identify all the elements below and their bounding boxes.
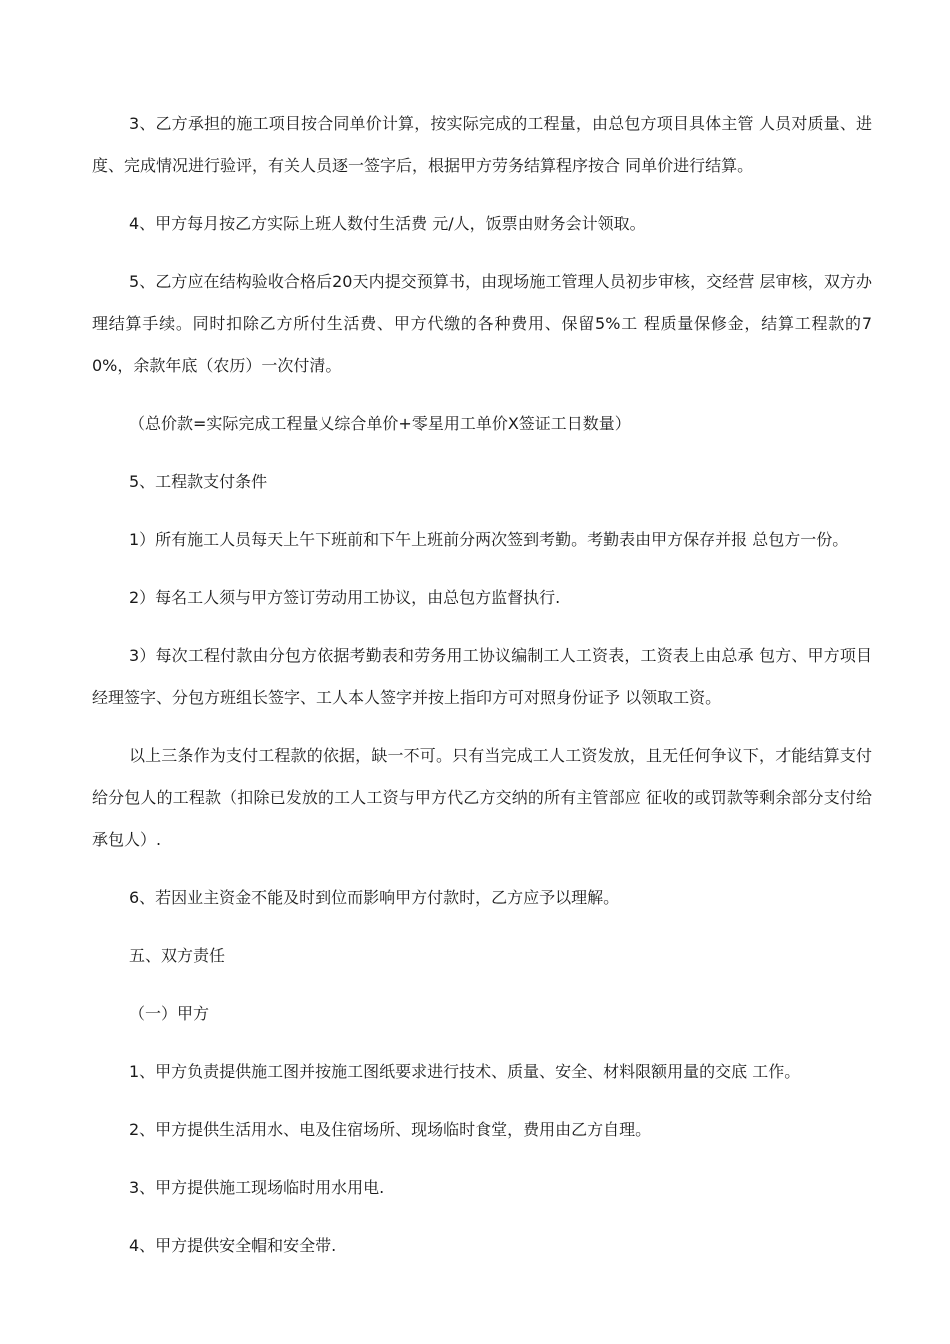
condition-2-labor-agreement: 2）每名工人须与甲方签订劳动用工协议，由总包方监督执行. — [129, 588, 561, 607]
payment-basis-note: 以上三条作为支付工程款的依据，缺一不可。只有当完成工人工资发放，且无任何争议下，才能结算支付给分包人的工程款（扣除已发放的工人工资与甲方代乙方交纳的所有主管部应 征收的或罚款等剩余部分支付给承包人）. — [92, 746, 872, 849]
party-a-duty-4: 4、甲方提供安全帽和安全带. — [129, 1236, 337, 1255]
section-payment-conditions: 5、工程款支付条件 — [129, 472, 268, 491]
clause-5-budget-submission: 5、乙方应在结构验收合格后20天内提交预算书，由现场施工管理人员初步审核，交经营 层审核，双方办理结算手续。同时扣除乙方所付生活费、甲方代缴的各种费用、保留5%工 程质量保修金，结算工程款的70%，余款年底（农历）一次付清。 — [92, 272, 872, 375]
party-a-duty-1: 1、甲方负责提供施工图并按施工图纸要求进行技术、质量、安全、材料限额用量的交底 工作。 — [129, 1062, 801, 1081]
clause-6-owner-funds: 6、若因业主资金不能及时到位而影响甲方付款时，乙方应予以理解。 — [129, 888, 620, 907]
clause-3-settlement: 3、乙方承担的施工项目按合同单价计算，按实际完成的工程量，由总包方项目具体主管 人员对质量、进度、完成情况进行验评，有关人员逐一签字后，根据甲方劳务结算程序按合 同单价进行结算。 — [92, 114, 872, 175]
party-a-duty-3: 3、甲方提供施工现场临时用水用电. — [129, 1178, 385, 1197]
condition-3-wage-sheet: 3）每次工程付款由分包方依据考勤表和劳务用工协议编制工人工资表，工资表上由总承 包方、甲方项目经理签字、分包方班组长签字、工人本人签字并按上指印方可对照身份证予 以领取工资。 — [92, 646, 872, 707]
document-page — [92, 103, 872, 1283]
section-5-responsibilities: 五、双方责任 — [129, 946, 226, 965]
condition-1-attendance: 1）所有施工人员每天上午下班前和下午上班前分两次签到考勤。考勤表由甲方保存并报 总包方一份。 — [129, 530, 849, 549]
party-a-duty-2: 2、甲方提供生活用水、电及住宿场所、现场临时食堂，费用由乙方自理。 — [129, 1120, 652, 1139]
total-price-formula: （总价款=实际完成工程量乂综合单价+零星用工单价X签证工日数量） — [129, 414, 631, 433]
subsection-party-a: （一）甲方 — [129, 1004, 210, 1023]
clause-4-living-expenses: 4、甲方每月按乙方实际上班人数付生活费 元/人，饭票由财务会计领取。 — [129, 214, 646, 233]
